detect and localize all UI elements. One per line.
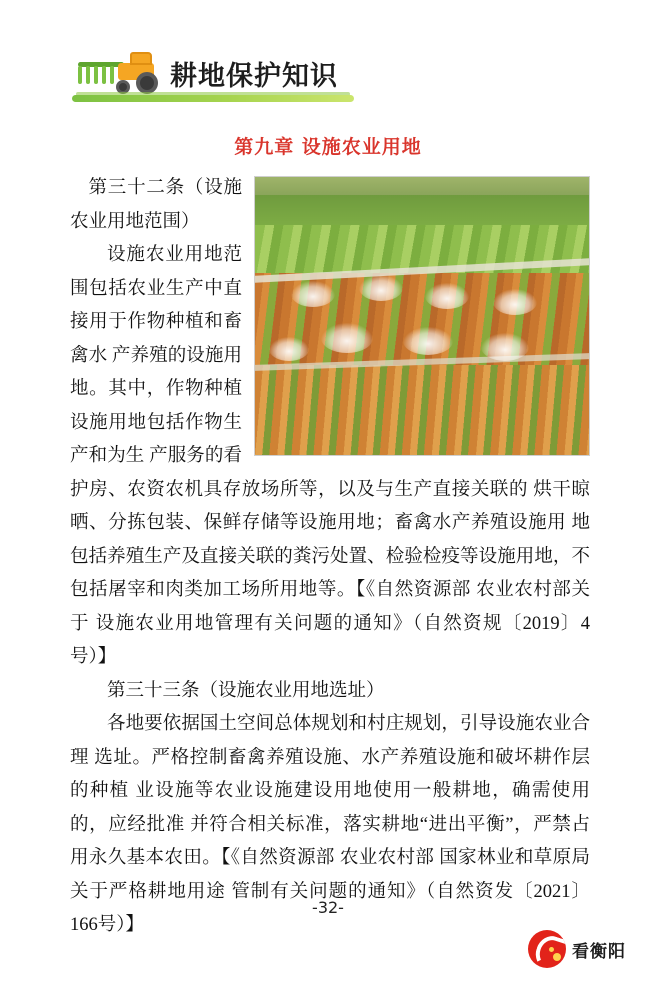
logo-text: 看衡阳 (572, 941, 626, 962)
banner-underline (72, 95, 354, 102)
article-33-text: 各地要依据国土空间总体规划和村庄规划，引导设施农业合理 选址。严格控制畜禽养殖设施、水产养殖设施和破坏耕作层的种植 业设施等农业设施建设用地使用一般耕地，确需使用的，应经批准 并符合相关标准，落实耕地“进出平衡”，严禁占用永久基本农田。【《自然资源部 农业农村部 国家林业和草原局关于严格耕地用途 管制有关问题的通知》（自然资发〔2021〕166号）】 (70, 714, 590, 935)
banner (72, 48, 372, 106)
article-body (70, 172, 590, 943)
article-32-text: 设施农业用地范围包括农业生产中直接用于作物种植和畜禽水 产养殖的设施用地。其中，作物种植设施用地包括作物生产和为生 产服务的看护房、农资农机具存放场所等，以及与生产直接关联的 烘干晾晒、分拣包装、保鲜存储等设施用地；畜禽水产养殖设施用 地包括养殖生产及直接关联的粪污处置、检验检疫等设施用地，不 包括屠宰和肉类加工场所用地等。【《自然资源部 农业农村部关于 设施农业用地管理有关问题的通知》（自然资规〔2019〕4号）】 (70, 245, 590, 667)
tractor-icon (78, 50, 170, 96)
field-irrigation-photo (254, 176, 590, 456)
chapter-heading: 第九章 设施农业用地 (234, 136, 422, 158)
publisher-logo (528, 928, 626, 970)
article-33-title: 第三十三条（设施农业用地选址） (107, 680, 385, 701)
page-header (72, 48, 372, 106)
flame-icon (528, 930, 566, 968)
page-number: -32- (312, 898, 344, 917)
article-32-title: 第三十二条（设施农业用地范围） (70, 178, 242, 232)
banner-title: 耕地保护知识 (170, 61, 338, 92)
